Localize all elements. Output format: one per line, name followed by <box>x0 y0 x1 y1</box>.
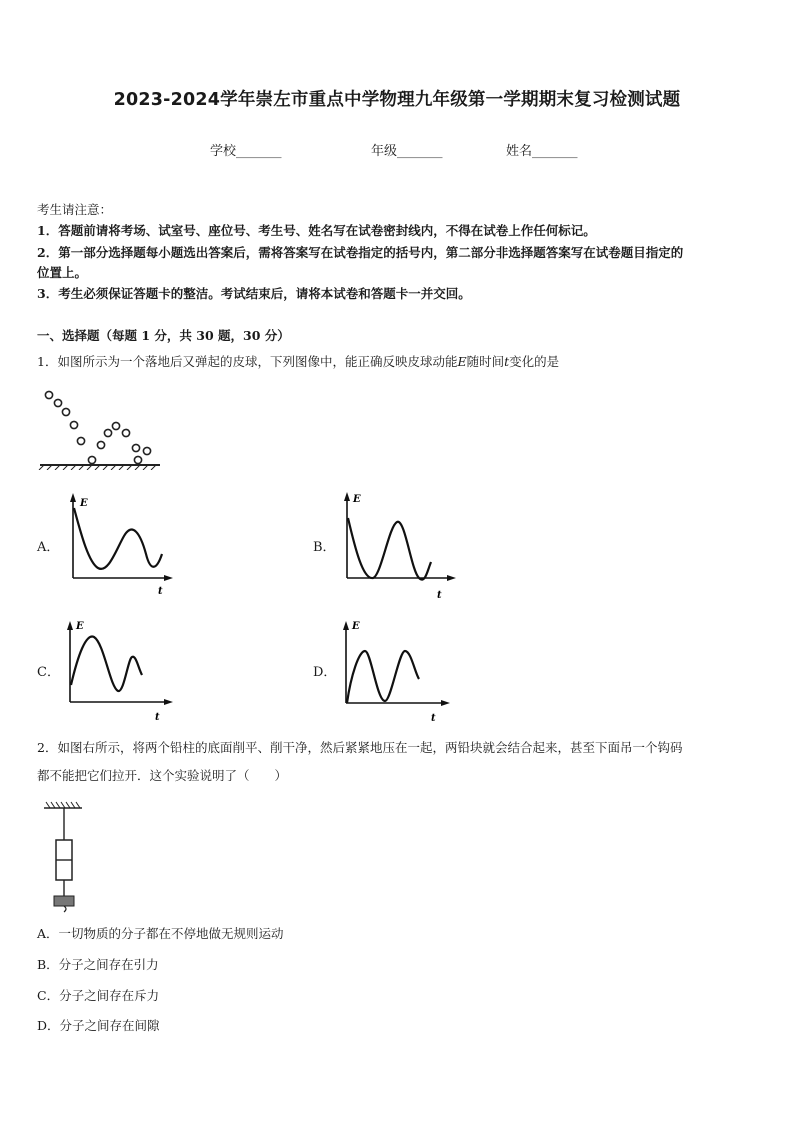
notice-heading: 考生请注意： <box>37 202 113 217</box>
question-2-stem-line1: 2．如图右所示，将两个铅柱的底面削平、削干净，然后紧紧地压在一起，两铅块就会结合起来，甚至下面吊一个钩码 <box>37 740 683 755</box>
q1-b-axis-y: E <box>353 494 361 505</box>
grade-field: 年级_______ <box>371 144 443 159</box>
q1-option-a-label[interactable]: A． <box>37 540 60 555</box>
page-title: 2023-2024学年崇左市重点中学物理九年级第一学期期末复习检测试题 <box>113 90 681 110</box>
school-field: 学校_______ <box>210 144 282 159</box>
notice-item-3: 3．考生必须保证答题卡的整洁。考试结束后，请将本试卷和答题卡一并交回。 <box>37 286 471 301</box>
q1-option-b-label[interactable]: B． <box>313 540 336 555</box>
q2-option-d[interactable]: D．分子之间存在间隙 <box>37 1018 160 1033</box>
q1-stem-c: 变化的是 <box>509 354 560 369</box>
notice-item-1: 1．答题前请将考场、试室号、座位号、考生号、姓名写在试卷密封线内，不得在试卷上作任何标记。 <box>37 223 596 238</box>
q1-option-d-label[interactable]: D． <box>313 665 337 680</box>
question-1-stem <box>37 352 559 372</box>
q1-var-e: E <box>457 354 467 369</box>
name-field: 姓名_______ <box>506 144 578 159</box>
q1-stem-a: 1．如图所示为一个落地后又弹起的皮球，下列图像中，能正确反映皮球动能 <box>37 354 458 369</box>
q1-d-axis-y: E <box>352 621 360 632</box>
q1-stem-b: 随时间 <box>466 354 505 369</box>
notice-item-2-cont: 位置上。 <box>37 265 88 280</box>
q1-c-axis-x: t <box>155 712 160 723</box>
q1-a-axis-x: t <box>158 586 163 597</box>
question-2-stem-line2: 都不能把它们拉开．这个实验说明了（ ） <box>37 768 288 783</box>
q1-option-d-graph <box>335 615 455 725</box>
q1-b-axis-x: t <box>437 590 442 601</box>
section-heading: 一、选择题（每题 1 分，共 30 题，30 分） <box>37 328 290 343</box>
q2-option-b[interactable]: B．分子之间存在引力 <box>37 957 159 972</box>
q1-option-c-label[interactable]: C． <box>37 665 60 680</box>
q1-a-axis-y: E <box>80 498 88 509</box>
q1-var-t: t <box>504 354 510 369</box>
q2-option-a[interactable]: A．一切物质的分子都在不停地做无规则运动 <box>37 926 284 941</box>
q1-option-c-graph <box>58 615 178 725</box>
q1-option-a-graph <box>60 490 180 600</box>
notice-item-2: 2．第一部分选择题每小题选出答案后，需将答案写在试卷指定的括号内，第二部分非选择题答案写在试卷题目指定的 <box>37 245 684 260</box>
q1-d-axis-x: t <box>431 713 436 724</box>
q1-option-b-graph <box>335 488 465 603</box>
bouncing-ball-figure <box>36 385 166 470</box>
q2-option-c[interactable]: C．分子之间存在斥力 <box>37 988 160 1003</box>
q1-c-axis-y: E <box>76 621 84 632</box>
lead-cylinders-figure <box>40 800 90 915</box>
